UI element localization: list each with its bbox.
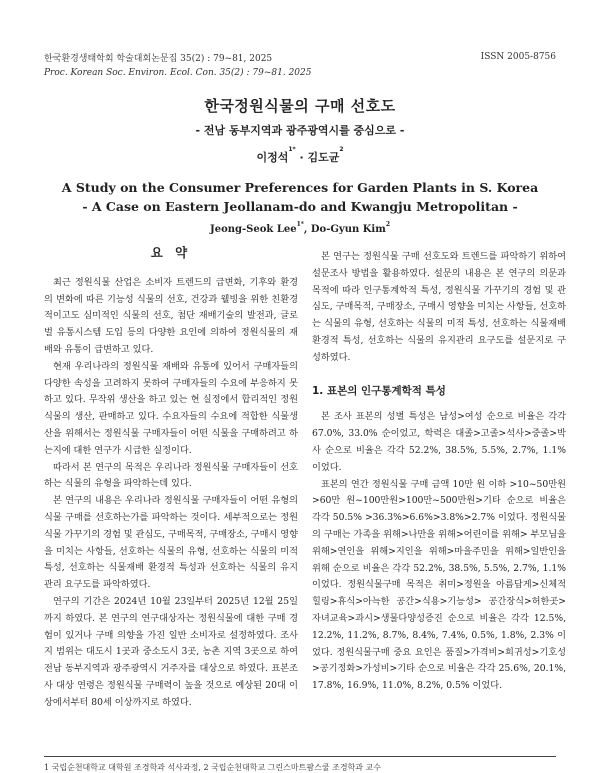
author-1-ko: 이정석 (256, 151, 289, 164)
section-1-heading: 1. 표본의 인구통계학적 특성 (312, 384, 446, 397)
abstract-heading: 요 약 (150, 245, 192, 260)
author-1-en: Jeong-Seok Lee (209, 224, 297, 235)
authors-ko (0, 146, 600, 165)
abstract-paragraph: 따라서 본 연구의 목적은 우리나라 정원식물 구매자들이 선호하는 식물의 유형을 파악하는데 있다. (44, 461, 298, 490)
author-1-ko-affil: 1* (288, 146, 296, 153)
author-2-en-affil: 2 (385, 221, 390, 228)
abstract-paragraph: 본 연구는 정원식물 구매 선호도와 트렌드를 파악하기 위하여 설문조사 방법을 활용하였다. 설문의 내용은 본 연구의 의문과 목적에 따라 인구통계학적 특성, 정원식물 가꾸기의 경험 및 관심도, 구매목적, 구매장소, 구매시 영향을 미치는 사항들, 선호하는 식물의 유형, 선호하는 식물의 미적 특성, 선호하는 식물재배 환경적 특성, 선호하는 식물의 유지관리 요구도를 설문지로 구성하였다. (312, 251, 567, 363)
author-2-en: Do-Gyun Kim (310, 224, 386, 235)
journal-citation-en: Proc. Korean Soc. Environ. Ecol. Con. 35(2) : 79~81. 2025 (44, 68, 312, 78)
abstract-column-left (44, 245, 298, 712)
paper-title-en (0, 178, 600, 216)
author-2-ko: 김도균 (307, 151, 340, 164)
paper-title-ko: 한국정원식물의 구매 선호도 (204, 97, 396, 115)
authors-en (0, 221, 600, 235)
author-1-en-affil: 1* (296, 221, 304, 228)
author-separator-ko: · (295, 151, 308, 164)
journal-citation-ko: 한국환경생태학회 학술대회논문집 35(2) : 79~81, 2025 (44, 54, 273, 64)
journal-header (44, 52, 311, 80)
section-1-paragraph: 표본의 연간 정원식물 구매 금액 10만 원 이하 >10~50만원 >60만 원~100만원>100만~500만원>기타 순으로 비율은 각각 50.5% >36.3%>6.6%>3.8%>2.7% 이었다. 정원식물의 구매는 가족을 위해>나만을 위해>어린이를 위해> 부모님을 위해>연인을 위해>지인을 위해>마을주민을 위해>일반인을 위해 순으로 비율은 각각 52.2%, 38.5%, 5.5%, 2.7%, 1.1% 이었다. 정원식물구매 목적은 취미>정원을 아름답게>신체적 힐링>휴식>아늑한 공간>식용>기능성> 공간장식>허한곳>자녀교육>과시>생물다양성증진 순으로 비율은 각각 12.5%, 12.2%, 11.2%, 8.7%, 8.4%, 7.4%, 0.5%, 1.8%, 2.3% 이었다. 정원식물구매 중요 요인은 품질>가격비>희귀성>기호성>공기정화>가성비>기타 순으로 비율은 각각 25.6%, 20.1%, 17.8%, 16.9%, 11.0%, 8.2%, 0.5% 이었다. (312, 478, 566, 692)
abstract-paragraph: 최근 정원식물 산업은 소비자 트렌드의 급변화, 기후와 환경의 변화에 따른 기능성 식물의 선호, 건강과 웰빙을 위한 친환경적이고도 심미적인 식물의 선호, 첨단 재배기술의 발전과, 글로벌 유통시스템 도입 등의 다양한 요인에 의하여 정원식물의 재배와 유통이 급변하고 있다. (44, 276, 298, 355)
author-2-ko-affil: 2 (339, 146, 344, 153)
abstract-paragraph: 현재 우리나라의 정원식물 재배와 유통에 있어서 구매자들의 다양한 속성을 고려하지 못하여 구매자들의 수요에 부응하지 못하고 있다. 무작위 생산을 하고 있는 현 실정에서 합리적인 정원식물의 생산, 판매하고 있다. 수요자들의 수요에 적합한 식물생산을 위해서는 정원식물 구매자들이 어떤 식물을 구매하려고 하는지에 대한 연구가 시급한 실정이다. (44, 360, 298, 456)
section-1-paragraph: 본 조사 표본의 성별 특성은 남성>여성 순으로 비율은 각각 67.0%, 33.0% 순이었고, 학력은 대졸>고졸>석사>중졸>박사 순으로 비율은 각각 52.2%, 38.5%, 5.5%, 2.7%, 1.1% 이었다. (312, 411, 566, 473)
footnote-divider (44, 756, 556, 757)
paper-title-en-line1: A Study on the Consumer Preferences for Garden Plants in S. Korea (61, 180, 539, 195)
abstract-paragraph: 본 연구의 내용은 우리나라 정원식물 구매자들이 어떤 유형의 식물 구매를 선호하는가를 파악하는 것이다. 세부적으로는 정원식물 가꾸기의 경험 및 관심도, 구매목적, 구매장소, 구매시 영향을 미치는 사항들, 선호하는 식물의 유형, 선호하는 식물의 미적 특성, 선호하는 식물재배 환경적 특성과 선호하는 식물의 유지관리 요구도를 파악하였다. (44, 495, 299, 591)
paper-subtitle-ko: - 전남 동부지역과 광주광역시를 중심으로 - (195, 124, 405, 137)
abstract-paragraph: 연구의 기간은 2024년 10월 23일부터 2025년 12월 25일까지 하였다. 본 연구의 연구대상자는 정원식물에 대한 구매 경험이 있거나 구매 의향을 가진 일반 소비자로 설정하였다. 조사지 범위는 대도시 1곳과 중소도시 3곳, 농촌 지역 3곳으로 하여 전남 동부지역과 광주광역시 거주자를 대상으로 하였다. 표본조사 대상 연령은 정원식물 구매력이 높을 것으로 예상된 20대 이상에서부터 80세 이상까지로 하였다. (44, 595, 298, 708)
author-separator-en: , (303, 224, 311, 235)
issn: ISSN 2005-8756 (480, 52, 556, 62)
paper-title-en-line2: - A Case on Eastern Jeollanam-do and Kwangju Metropolitan - (82, 199, 518, 214)
footnote: 1 국립순천대학교 대학원 조경학과 석사과정, 2 국립순천대학교 그린스마트팜스쿨 조경학과 교수 (44, 763, 381, 772)
abstract-column-right (312, 249, 566, 695)
